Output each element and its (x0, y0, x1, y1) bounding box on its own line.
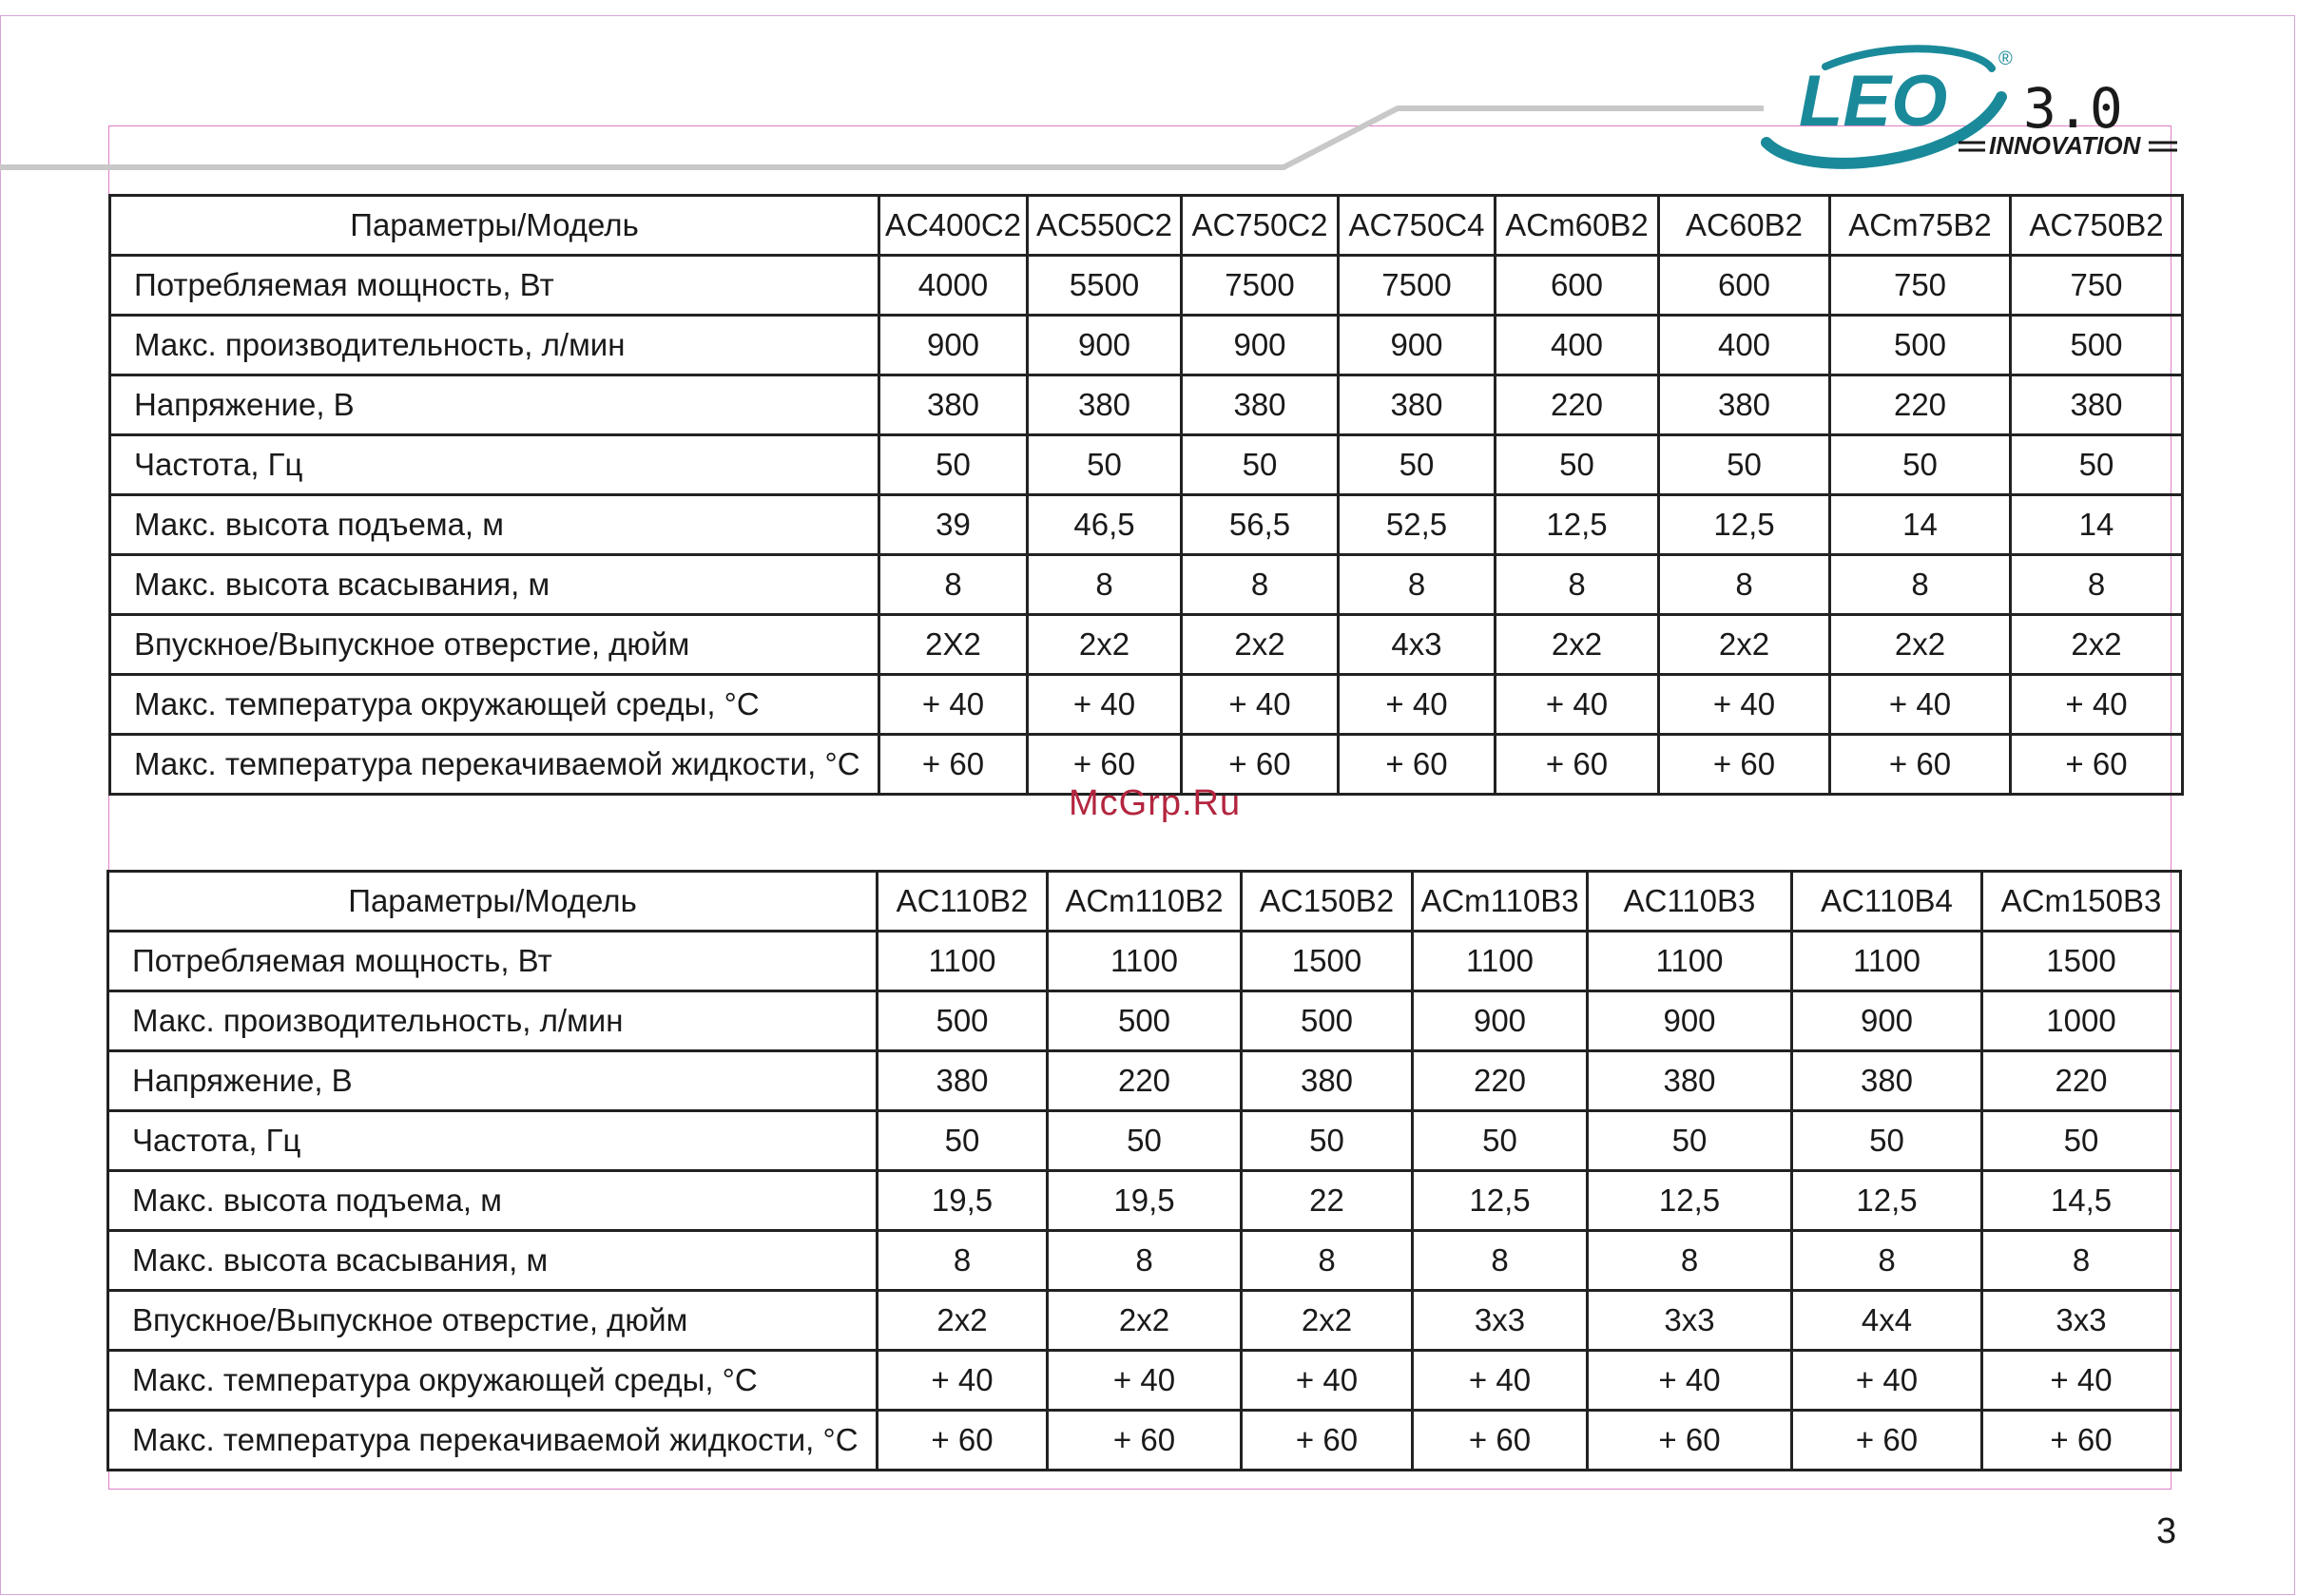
value-cell: 14,5 (1982, 1171, 2181, 1231)
value-cell: 50 (1028, 435, 1182, 495)
value-cell: 380 (1182, 375, 1339, 435)
value-cell: + 60 (1830, 735, 2011, 795)
parameter-label-cell: Макс. температура окружающей среды, °C (108, 1351, 878, 1411)
value-cell: + 60 (1588, 1411, 1792, 1471)
value-cell: + 40 (1792, 1351, 1982, 1411)
value-cell: + 60 (1028, 735, 1182, 795)
value-cell: 8 (1588, 1231, 1792, 1291)
header-cell-model: AC150B2 (1242, 872, 1413, 932)
value-cell: 50 (1413, 1111, 1588, 1171)
value-cell: + 60 (2011, 735, 2183, 795)
header-cell-model: ACm110B2 (1048, 872, 1242, 932)
header-cell-model: AC110B2 (878, 872, 1048, 932)
table-header-row (110, 196, 2183, 256)
value-cell: + 40 (1413, 1351, 1588, 1411)
table-row (110, 316, 2183, 375)
header-cell-model: AC60B2 (1659, 196, 1830, 256)
value-cell: + 60 (1792, 1411, 1982, 1471)
value-cell: 500 (2011, 316, 2183, 375)
value-cell: 750 (2011, 256, 2183, 316)
value-cell: 2x2 (2011, 615, 2183, 675)
value-cell: 380 (1588, 1051, 1792, 1111)
value-cell: 380 (2011, 375, 2183, 435)
table-row (110, 615, 2183, 675)
value-cell: 12,5 (1496, 495, 1659, 555)
value-cell: 8 (1659, 555, 1830, 615)
value-cell: 50 (1048, 1111, 1242, 1171)
parameter-label-cell: Потребляемая мощность, Вт (110, 256, 879, 316)
value-cell: 8 (1339, 555, 1496, 615)
value-cell: 56,5 (1182, 495, 1339, 555)
logo-brand-text: LEO (1799, 61, 1948, 142)
value-cell: 380 (1659, 375, 1830, 435)
value-cell: + 40 (879, 675, 1028, 735)
value-cell: 600 (1659, 256, 1830, 316)
parameter-label-cell: Напряжение, В (108, 1051, 878, 1111)
value-cell: 22 (1242, 1171, 1413, 1231)
value-cell: 900 (1182, 316, 1339, 375)
value-cell: 500 (1048, 991, 1242, 1051)
header-cell-model: ACm150B3 (1982, 872, 2181, 932)
value-cell: 900 (1339, 316, 1496, 375)
header-cell-model: AC750C4 (1339, 196, 1496, 256)
value-cell: + 60 (1242, 1411, 1413, 1471)
value-cell: 14 (2011, 495, 2183, 555)
value-cell: 39 (879, 495, 1028, 555)
value-cell: 8 (1048, 1231, 1242, 1291)
value-cell: + 40 (2011, 675, 2183, 735)
parameter-label-cell: Макс. высота всасывания, м (110, 555, 879, 615)
value-cell: 2x2 (1496, 615, 1659, 675)
value-cell: 900 (1588, 991, 1792, 1051)
value-cell: 46,5 (1028, 495, 1182, 555)
parameter-label-cell: Частота, Гц (108, 1111, 878, 1171)
header-cell-parameters: Параметры/Модель (108, 872, 878, 932)
table-row (110, 555, 2183, 615)
parameter-label-cell: Впускное/Выпускное отверстие, дюйм (108, 1291, 878, 1351)
logo-registered-mark: ® (1998, 48, 2013, 69)
table-header-row (108, 872, 2181, 932)
value-cell: 19,5 (1048, 1171, 1242, 1231)
value-cell: 4x3 (1339, 615, 1496, 675)
value-cell: 2x2 (1182, 615, 1339, 675)
value-cell: + 40 (1659, 675, 1830, 735)
value-cell: 1100 (1588, 932, 1792, 991)
value-cell: 50 (1339, 435, 1496, 495)
value-cell: 8 (1830, 555, 2011, 615)
value-cell: 2x2 (1242, 1291, 1413, 1351)
parameter-label-cell: Макс. высота подъема, м (108, 1171, 878, 1231)
value-cell: 2x2 (1830, 615, 2011, 675)
value-cell: 8 (1242, 1231, 1413, 1291)
value-cell: + 40 (1028, 675, 1182, 735)
value-cell: 7500 (1339, 256, 1496, 316)
value-cell: 50 (1792, 1111, 1982, 1171)
value-cell: 50 (1830, 435, 2011, 495)
value-cell: 400 (1659, 316, 1830, 375)
value-cell: 8 (878, 1231, 1048, 1291)
value-cell: 750 (1830, 256, 2011, 316)
header-cell-model: ACm110B3 (1413, 872, 1588, 932)
value-cell: 2X2 (879, 615, 1028, 675)
value-cell: 380 (879, 375, 1028, 435)
value-cell: 380 (878, 1051, 1048, 1111)
table-row (108, 1231, 2181, 1291)
value-cell: + 60 (878, 1411, 1048, 1471)
parameter-label-cell: Макс. производительность, л/мин (110, 316, 879, 375)
value-cell: 50 (1659, 435, 1830, 495)
value-cell: 500 (878, 991, 1048, 1051)
value-cell: + 40 (1182, 675, 1339, 735)
logo-tagline-text: INNOVATION (1989, 131, 2141, 160)
value-cell: 5500 (1028, 256, 1182, 316)
value-cell: 220 (1830, 375, 2011, 435)
value-cell: + 60 (1982, 1411, 2181, 1471)
leo-logo (1749, 40, 2187, 173)
value-cell: + 40 (1242, 1351, 1413, 1411)
value-cell: 12,5 (1413, 1171, 1588, 1231)
value-cell: 600 (1496, 256, 1659, 316)
value-cell: 8 (1496, 555, 1659, 615)
value-cell: 900 (1413, 991, 1588, 1051)
value-cell: + 40 (1339, 675, 1496, 735)
value-cell: 380 (1242, 1051, 1413, 1111)
value-cell: 8 (2011, 555, 2183, 615)
value-cell: + 40 (1982, 1351, 2181, 1411)
table-row (110, 495, 2183, 555)
value-cell: + 40 (878, 1351, 1048, 1411)
table-row (110, 375, 2183, 435)
value-cell: 3x3 (1588, 1291, 1792, 1351)
table-row (108, 1171, 2181, 1231)
value-cell: 3x3 (1413, 1291, 1588, 1351)
value-cell: 50 (1242, 1111, 1413, 1171)
value-cell: 50 (1182, 435, 1339, 495)
value-cell: 500 (1242, 991, 1413, 1051)
value-cell: 4x4 (1792, 1291, 1982, 1351)
page-number: 3 (2156, 1511, 2177, 1551)
value-cell: 2x2 (1659, 615, 1830, 675)
value-cell: 900 (879, 316, 1028, 375)
parameter-label-cell: Макс. температура окружающей среды, °C (110, 675, 879, 735)
value-cell: + 40 (1496, 675, 1659, 735)
table-row (108, 1291, 2181, 1351)
value-cell: 50 (1982, 1111, 2181, 1171)
value-cell: 1100 (1413, 932, 1588, 991)
header-cell-model: AC750B2 (2011, 196, 2183, 256)
logo-version-text: 3.0 (2023, 76, 2123, 141)
table-row (110, 435, 2183, 495)
value-cell: 50 (879, 435, 1028, 495)
parameter-label-cell: Макс. производительность, л/мин (108, 991, 878, 1051)
value-cell: + 60 (879, 735, 1028, 795)
spec-table-2 (106, 870, 2182, 1471)
value-cell: 8 (1792, 1231, 1982, 1291)
parameter-label-cell: Частота, Гц (110, 435, 879, 495)
parameter-label-cell: Макс. высота всасывания, м (108, 1231, 878, 1291)
table-row (108, 1051, 2181, 1111)
value-cell: + 40 (1048, 1351, 1242, 1411)
value-cell: + 60 (1496, 735, 1659, 795)
parameter-label-cell: Макс. температура перекачиваемой жидкости, °C (110, 735, 879, 795)
value-cell: 8 (1182, 555, 1339, 615)
table-row (108, 991, 2181, 1051)
value-cell: 8 (1413, 1231, 1588, 1291)
value-cell: 52,5 (1339, 495, 1496, 555)
value-cell: + 60 (1339, 735, 1496, 795)
value-cell: 1100 (1048, 932, 1242, 991)
value-cell: 1100 (878, 932, 1048, 991)
spec-table-1 (108, 194, 2184, 796)
value-cell: + 60 (1182, 735, 1339, 795)
table-row (108, 1411, 2181, 1471)
value-cell: 380 (1339, 375, 1496, 435)
value-cell: 14 (1830, 495, 2011, 555)
parameter-label-cell: Впускное/Выпускное отверстие, дюйм (110, 615, 879, 675)
value-cell: 500 (1830, 316, 2011, 375)
value-cell: 4000 (879, 256, 1028, 316)
value-cell: 3x3 (1982, 1291, 2181, 1351)
value-cell: 1000 (1982, 991, 2181, 1051)
value-cell: 1100 (1792, 932, 1982, 991)
parameter-label-cell: Напряжение, В (110, 375, 879, 435)
header-cell-model: ACm60B2 (1496, 196, 1659, 256)
value-cell: + 60 (1659, 735, 1830, 795)
value-cell: 8 (1982, 1231, 2181, 1291)
header-cell-parameters: Параметры/Модель (110, 196, 879, 256)
header-cell-model: AC400C2 (879, 196, 1028, 256)
header-cell-model: AC110B3 (1588, 872, 1792, 932)
value-cell: 12,5 (1659, 495, 1830, 555)
value-cell: 12,5 (1792, 1171, 1982, 1231)
parameter-label-cell: Макс. температура перекачиваемой жидкости, °C (108, 1411, 878, 1471)
value-cell: 50 (1496, 435, 1659, 495)
table-row (110, 675, 2183, 735)
value-cell: 50 (2011, 435, 2183, 495)
table-row (108, 932, 2181, 991)
table-row (108, 1111, 2181, 1171)
value-cell: 380 (1028, 375, 1182, 435)
value-cell: 900 (1028, 316, 1182, 375)
parameter-label-cell: Потребляемая мощность, Вт (108, 932, 878, 991)
value-cell: 2x2 (1028, 615, 1182, 675)
header-cell-model: AC110B4 (1792, 872, 1982, 932)
watermark: McGrp.Ru (1069, 783, 1242, 823)
value-cell: + 40 (1588, 1351, 1792, 1411)
value-cell: 400 (1496, 316, 1659, 375)
value-cell: 19,5 (878, 1171, 1048, 1231)
header-cell-model: AC750C2 (1182, 196, 1339, 256)
value-cell: 8 (1028, 555, 1182, 615)
value-cell: 1500 (1982, 932, 2181, 991)
value-cell: 1500 (1242, 932, 1413, 991)
parameter-label-cell: Макс. высота подъема, м (110, 495, 879, 555)
value-cell: 220 (1048, 1051, 1242, 1111)
table-row (108, 1351, 2181, 1411)
value-cell: 220 (1496, 375, 1659, 435)
value-cell: + 60 (1413, 1411, 1588, 1471)
value-cell: 900 (1792, 991, 1982, 1051)
value-cell: 220 (1982, 1051, 2181, 1111)
value-cell: 7500 (1182, 256, 1339, 316)
value-cell: 8 (879, 555, 1028, 615)
value-cell: + 40 (1830, 675, 2011, 735)
value-cell: 2x2 (878, 1291, 1048, 1351)
value-cell: 50 (1588, 1111, 1792, 1171)
value-cell: + 60 (1048, 1411, 1242, 1471)
value-cell: 50 (878, 1111, 1048, 1171)
table-row (110, 256, 2183, 316)
header-cell-model: ACm75B2 (1830, 196, 2011, 256)
value-cell: 2x2 (1048, 1291, 1242, 1351)
value-cell: 220 (1413, 1051, 1588, 1111)
header-cell-model: AC550C2 (1028, 196, 1182, 256)
value-cell: 12,5 (1588, 1171, 1792, 1231)
value-cell: 380 (1792, 1051, 1982, 1111)
